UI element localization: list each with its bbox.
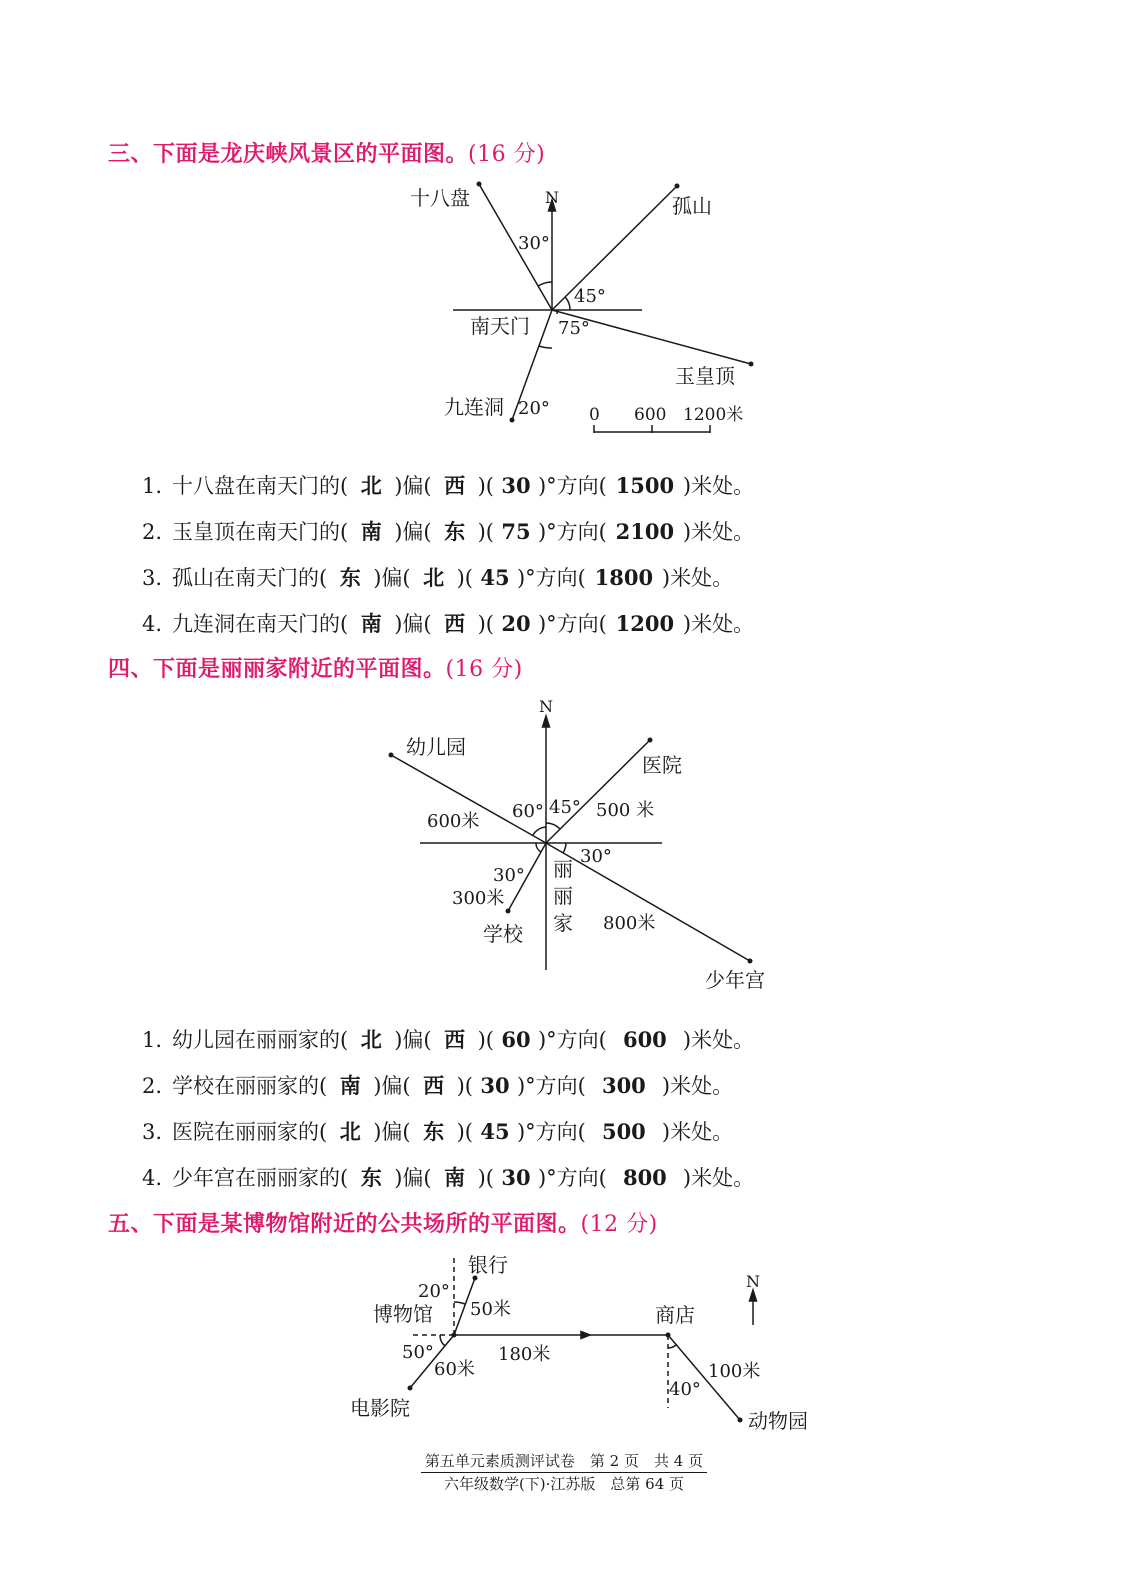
- s4-question-1: 1. 幼儿园在丽丽家的( 北 )偏( 西 )( 60 )°方向( 600 )米处。: [142, 1024, 754, 1054]
- section4-title: 四、下面是丽丽家附近的平面图。: [108, 657, 446, 682]
- s5-label-shop: 商店: [655, 1303, 695, 1327]
- s5-north-arrowhead: [750, 1290, 757, 1301]
- answer-dir1: 南: [360, 519, 382, 544]
- answer-distance: 800: [622, 1165, 667, 1190]
- s3-label-gushan: 孤山: [672, 194, 712, 218]
- s4-north-label: N: [539, 697, 553, 716]
- section5-title: 五、下面是某博物馆附近的公共场所的平面图。: [108, 1212, 581, 1237]
- s3-north-label: N: [545, 188, 559, 207]
- section4-score: (16 分): [445, 657, 523, 682]
- s3-label-shibapan: 十八盘: [410, 186, 470, 210]
- s4-question-4: 4. 少年宫在丽丽家的( 东 )偏( 南 )( 30 )°方向( 800 )米处。: [142, 1162, 754, 1192]
- s4-label-yiyuan: 医院: [642, 753, 682, 777]
- answer-dir2: 西: [423, 1073, 445, 1098]
- s4-angle-60: 60°: [512, 801, 544, 822]
- answer-distance: 1800: [594, 565, 654, 590]
- s3-angle-75: 75°: [558, 318, 590, 339]
- answer-distance: 1500: [615, 473, 675, 498]
- section3-title: 三、下面是龙庆峡风景区的平面图。: [108, 142, 469, 167]
- s4-center-char-3: 家: [553, 911, 573, 935]
- s3-angle-20: 20°: [518, 398, 550, 419]
- s5-angle-40: 40°: [669, 1379, 701, 1400]
- answer-dir1: 南: [360, 611, 382, 636]
- answer-distance: 2100: [615, 519, 675, 544]
- answer-dir2: 北: [423, 565, 445, 590]
- answer-dir1: 北: [360, 473, 382, 498]
- s4-dist-300: 300米: [452, 888, 505, 909]
- s5-dist-60: 60米: [434, 1359, 475, 1380]
- s4-center-char-2: 丽: [553, 884, 573, 908]
- s3-scale-600: 600: [634, 405, 667, 425]
- answer-dir2: 西: [444, 611, 466, 636]
- answer-dir2: 西: [444, 1027, 466, 1052]
- s3-label-yuhuangding: 玉皇顶: [675, 364, 735, 388]
- answer-degree: 30: [480, 1073, 510, 1098]
- s5-angle-20: 20°: [418, 1281, 450, 1302]
- s5-dot-cinema: [408, 1386, 413, 1391]
- answer-degree: 60: [501, 1027, 531, 1052]
- answer-distance: 500: [601, 1119, 646, 1144]
- s5-arc-20: [454, 1302, 465, 1304]
- s5-dist-180: 180米: [498, 1344, 551, 1365]
- answer-degree: 75: [501, 519, 531, 544]
- s5-arc-50: [440, 1335, 445, 1346]
- section5-score: (12 分): [580, 1212, 658, 1237]
- footer: [0, 1450, 1128, 1494]
- s4-center-char-1: 丽: [553, 857, 573, 881]
- s5-north-label: N: [746, 1272, 760, 1291]
- s3-question-1: 1. 十八盘在南天门的( 北 )偏( 西 )( 30 )°方向( 1500 )米处。: [142, 470, 754, 500]
- s4-dist-500: 500 米: [596, 800, 655, 821]
- s5-label-bank: 银行: [468, 1253, 508, 1277]
- s4-label-youeryuan: 幼儿园: [406, 735, 466, 759]
- s4-label-shaoniangong: 少年宫: [705, 968, 765, 992]
- answer-dir1: 东: [339, 565, 361, 590]
- s5-dot-zoo: [738, 1418, 743, 1423]
- s3-label-jiuliandong: 九连洞: [444, 395, 504, 419]
- s4-dist-600: 600米: [427, 811, 480, 832]
- footer-line2: 六年级数学(下)·江苏版 总第 64 页: [443, 1475, 685, 1493]
- s5-arc-40: [668, 1345, 676, 1348]
- s5-midpath-arrow: [581, 1332, 590, 1339]
- s4-dist-800: 800米: [603, 913, 656, 934]
- answer-dir2: 南: [444, 1165, 466, 1190]
- answer-dir1: 东: [360, 1165, 382, 1190]
- s3-angle-45: 45°: [574, 286, 606, 307]
- s5-dot-shop: [666, 1333, 671, 1338]
- s3-question-3: 3. 孤山在南天门的( 东 )偏( 北 )( 45 )°方向( 1800 )米处。: [142, 562, 733, 592]
- s3-question-4: 4. 九连洞在南天门的( 南 )偏( 西 )( 20 )°方向( 1200 )米处。: [142, 608, 754, 638]
- answer-dir2: 东: [444, 519, 466, 544]
- s3-scale-0: 0: [589, 405, 600, 425]
- s4-angle-45: 45°: [549, 797, 581, 818]
- s5-label-museum: 博物馆: [373, 1302, 433, 1326]
- answer-degree: 45: [480, 565, 510, 590]
- footer-line1: 第五单元素质测评试卷 第 2 页 共 4 页: [421, 1450, 707, 1473]
- answer-distance: 1200: [615, 611, 675, 636]
- answer-degree: 30: [501, 1165, 531, 1190]
- s3-scale-1200: 1200米: [683, 405, 744, 425]
- s5-dist-100: 100米: [708, 1361, 761, 1382]
- s5-angle-50: 50°: [402, 1342, 434, 1363]
- s4-question-3: 3. 医院在丽丽家的( 北 )偏( 东 )( 45 )°方向( 500 )米处。: [142, 1116, 733, 1146]
- answer-distance: 300: [601, 1073, 646, 1098]
- answer-degree: 20: [501, 611, 531, 636]
- answer-dir1: 南: [339, 1073, 361, 1098]
- answer-distance: 600: [622, 1027, 667, 1052]
- s3-label-center: 南天门: [470, 314, 530, 338]
- s3-question-2: 2. 玉皇顶在南天门的( 南 )偏( 东 )( 75 )°方向( 2100 )米处。: [142, 516, 754, 546]
- s5-label-cinema: 电影院: [350, 1396, 410, 1420]
- answer-degree: 30: [501, 473, 531, 498]
- s4-label-xuexiao: 学校: [483, 922, 523, 946]
- answer-dir2: 西: [444, 473, 466, 498]
- s5-dot-museum: [452, 1333, 457, 1338]
- answer-degree: 45: [480, 1119, 510, 1144]
- answer-dir2: 东: [423, 1119, 445, 1144]
- answer-dir1: 北: [360, 1027, 382, 1052]
- s3-angle-30: 30°: [518, 233, 550, 254]
- s4-angle-30b: 30°: [580, 846, 612, 867]
- s5-dist-50: 50米: [470, 1299, 511, 1320]
- s4-question-2: 2. 学校在丽丽家的( 南 )偏( 西 )( 30 )°方向( 300 )米处。: [142, 1070, 733, 1100]
- section3-score: (16 分): [468, 142, 546, 167]
- answer-dir1: 北: [339, 1119, 361, 1144]
- s5-label-zoo: 动物园: [748, 1409, 808, 1433]
- s4-angle-30a: 30°: [493, 865, 525, 886]
